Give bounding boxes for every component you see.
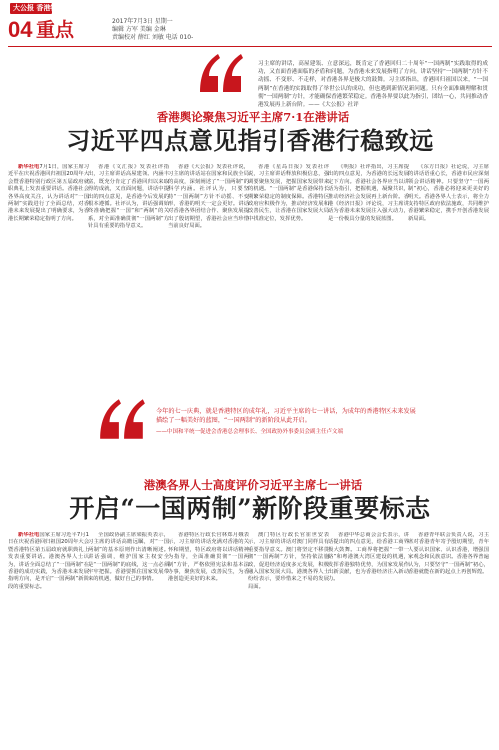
logo-text: 大公报 香港特刊 xyxy=(13,4,65,12)
column-text: 《明报》社评指出，习主席提出的四点意见，为香港的长远发展定下方向。香港社会各界应当以讲话为指引，把握机遇，凝聚共识，推动经济社会发展再上新台阶。香港《经济日报》评论说，习主席讲话为香港未来发展注入强大动力，是一份极具分量的发展蓝图。 xyxy=(328,164,409,222)
quote-mark-icon xyxy=(196,48,246,96)
header-divider xyxy=(8,46,492,47)
column-text: 7月1日，国家主席习近平在庆祝香港回归祖国20周年大会暨香港特别行政区第五届政府就职典礼上发表重要讲话。香港社会各界高度关注，认为讲话对“一国两制”实践进行了全面总结，对香港未来发展提出了明确要求，为香港长期繁荣稳定指明了方向。 xyxy=(8,164,89,222)
article-column xyxy=(408,164,489,386)
column-text: 《东方日报》社论说，习主席的讲话语重心长，香港市民应深刻领会讲话精神。只要坚守“一国两制”初心，香港必将迎来更美好的明天。香港各界人士表示，将全力支持特区政府依法施政，共同维护香港繁荣稳定，携手开创香港发展新局面。 xyxy=(408,164,489,222)
column-text: 澳门特区行政长官崔世安表示，习主席的讲话对澳门同样具有重要指导意义。澳门将坚定不移贯彻“一国两制”方针，坚持依法施政，促进经济适度多元发展，积极融入国家发展大局。港澳各界人士纷纷表示，要珍惜来之不易的发展局面。 xyxy=(248,532,329,590)
edition-contact: 责编校对 薛红 刘敏 电话 010- xyxy=(112,34,194,41)
article-column xyxy=(328,164,409,386)
article-headline: 习近平四点意见指引香港行稳致远 xyxy=(66,126,434,155)
article-column xyxy=(8,164,89,386)
column-text: 全国政协副主席梁振英表示，习主席的讲话高瞻远瞩，对“一国两制”的基本原则作出清晰阐述。讲话强调，维护国家主权安全是“一国两制”的底线，这一点必须牢牢把握。香港要抓住国家发展带来的机遇，做好自己的事情。 xyxy=(88,532,169,583)
article-kicker: 港澳各界人士高度评价习近平主席七一讲话 xyxy=(143,478,363,492)
column-text: 国家主席习近平7月1日在庆祝香港回归祖国20周年大会暨香港特区第五届政府就职典礼上发表重要讲话。港澳各界人士认为，讲话全面总结了“一国两制”在香港的成功实践，为香港未来发展指明方向，是开启“一国两制”新阶段的重要标志。 xyxy=(8,532,89,590)
column-text: 香港特区行政长官林郑月娥表示，习主席的讲话充满对香港的关怀和期望，特区政府将以讲话精神为指导，全面准确贯彻“一国两制”方针，严格依照宪法和基本法办事，聚焦发展，改善民生，为香港创造更美好的未来。 xyxy=(168,532,249,583)
quote-mark-icon xyxy=(96,393,148,443)
edition-editors: 编辑 方军 美编 金琳 xyxy=(112,26,166,33)
article-column xyxy=(168,532,249,746)
pull-quote-attribution: ——中国和平统一促进会香港总会理事长、全国政协外事委员会副主任卢文端 xyxy=(156,429,344,435)
article-column xyxy=(408,532,489,746)
dateline: 新华社电 xyxy=(18,164,40,170)
article-column xyxy=(8,532,89,746)
article-column xyxy=(88,164,169,386)
pull-quote: 今年的七一庆典，就是香港特区的成年礼，习近平主席的七一讲话，为成年的香港特区未来发展描绘了一幅美好的蓝图，“一国两制”的新阶段从此开启。 xyxy=(156,408,416,424)
article-column xyxy=(88,532,169,746)
column-text: 香港《大公报》发表社评说，习主席的讲话站在国家和民族全局的高度，深刻阐述了“一国两制”的科学内涵。社评认为，只要坚持“一国两制”方针不动摇、不变形，香港的明天一定会更好。讲话对香港各界团结合作、聚焦发展提出了殷切期望，香港社会应当珍惜当前良好局面。 xyxy=(168,164,249,230)
column-text: 香港《文汇报》发表社评指出，习主席讲话高屋建瓴、内涵丰富，既充分肯定了香港回归以来取得的成就，又直面问题，讲话中提出的四点意见，是香港今后发展的根本遵循。社评认为，讲话强调始终准确把握“一国”和“两制”的关系，对全面准确贯彻“一国两制”方针具有重要的指导意义。 xyxy=(88,164,169,230)
newspaper-logo xyxy=(10,3,65,14)
edition-date: 2017年7月3日 星期一 xyxy=(112,18,173,25)
column-text: 香港青年联会负责人说，习主席对香港青年寄予殷切期望，青年人要认识国家、认识香港，增强国家观念和民族意识。香港各界普遍认为，只要坚守“一国两制”初心，香港就能在新的起点上再创辉煌。 xyxy=(408,532,489,576)
article-column xyxy=(168,164,249,386)
column-text: 香港《星岛日报》发表社评说，习主席讲话释放积极信息，强调要聚焦发展，把握国家发展带来的机遇。“一国两制”是香港保持长期繁荣稳定的制度保障。香港特区政府应积极作为，推动经济发展和改善民生，让香港在国家发展大局中找准定位，发挥优势。 xyxy=(248,164,329,222)
column-text: 香港中华总商会会长表示，讲话提出的四点意见，给香港工商界极大鼓舞。工商界将把握“一带一路”和粤港澳大湾区建设的机遇，发挥香港独特优势，为国家发展作出新贡献，也为香港经济注入新动力。 xyxy=(328,532,409,583)
article-column xyxy=(248,532,329,746)
intro-paragraph: 习主席的讲话，高屋建瓴、立意深远，既肯定了香港回归二十周年“一国两制”实践取得的成功，又直面香港面临的矛盾和问题，为香港未来发展指明了方向。讲话坚持“一国两制”方针不动摇、不变形、不走样，对香港各界是极大的鼓舞。习主席指出，香港回归祖国以来，“一国两制”在香港的实践取得了举世公认的成功，但也遇到新情况新问题。只有全面准确理解和贯彻“一国两制”方针，才能确保香港繁荣稳定。香港各界要以此为指引，团结一心，共同推动香港发展再上新台阶。——《大公报》社评 xyxy=(258,61,488,109)
article-kicker: 香港舆论聚焦习近平主席7·1在港讲话 xyxy=(156,110,350,124)
article-headline: 开启“一国两制”新阶段重要标志 xyxy=(69,494,431,523)
page-number: 04 xyxy=(8,17,33,42)
edition-meta xyxy=(112,18,262,42)
article-column xyxy=(248,164,329,386)
article-column xyxy=(328,532,409,746)
dateline: 新华社电 xyxy=(18,532,40,538)
section-title: 重点 xyxy=(36,19,75,41)
